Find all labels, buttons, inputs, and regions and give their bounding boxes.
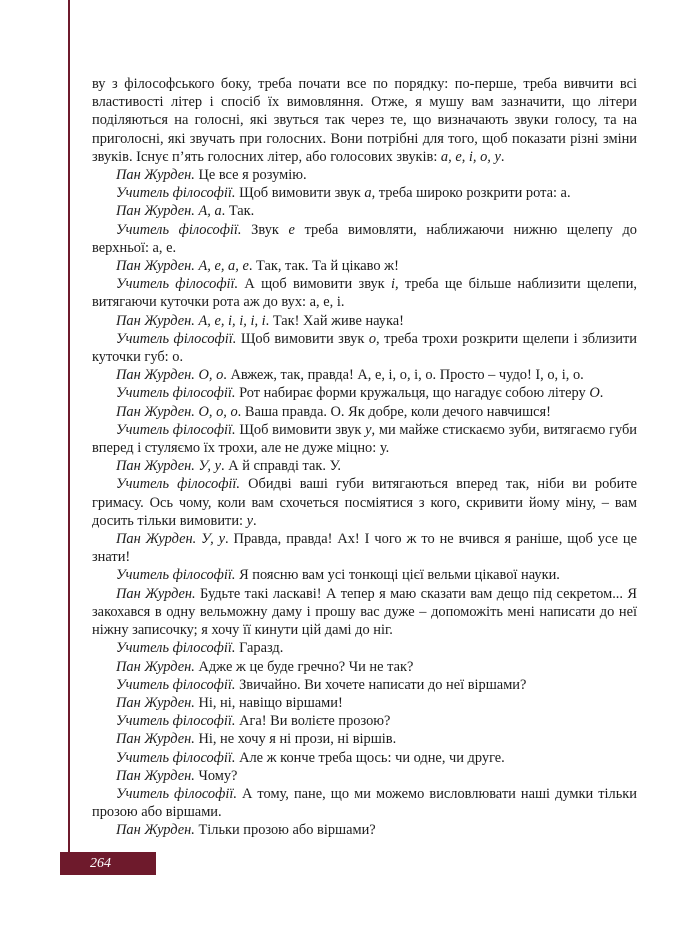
speaker-name: Учитель філософії. (116, 567, 236, 584)
paragraph-text: Ні, не хочу я ні прози, ні віршів. (194, 731, 397, 748)
paragraph-text: Щоб вимовити звук (235, 185, 365, 202)
paragraph-text: Будьте такі ласкаві! А тепер я маю сказати вам дещо під секретом... Я закохався в одну вельможну даму і прошу вас дуже – допоможіть мені написати до неї ніжну записочку; я хочу її кинути цій дамі до ніг. (92, 585, 637, 639)
page-text (92, 75, 637, 840)
paragraph-tail: . Так! Хай живе наука! (265, 312, 404, 329)
dialogue-paragraph (92, 658, 637, 676)
margin-rule (68, 0, 70, 852)
paragraph-tail: , ми майже стискаємо зуби, витягаємо губи вперед і стуляємо їх трохи, але не дуже міцно: у. (92, 421, 637, 457)
dialogue-paragraph (92, 312, 637, 330)
dialogue-paragraph (92, 749, 637, 767)
speaker-name: Учитель філософії. (116, 640, 236, 657)
speaker-name: Учитель філософії. (116, 221, 242, 238)
italic-sound: У, у (201, 531, 226, 548)
paragraph-tail: , треба трохи розкрити щелепи і зблизити куточки губ: о. (92, 330, 637, 366)
dialogue-paragraph (92, 585, 637, 640)
dialogue-paragraph (92, 566, 637, 584)
speaker-name: Пан Журден. (116, 403, 195, 420)
paragraph-text: Я поясню вам усі тонкощі цієї вельми цікавої науки. (235, 567, 560, 584)
page-number: 264 (60, 852, 156, 875)
speaker-name: Пан Журден. (116, 585, 196, 602)
paragraph-text: Рот набирає форми кружальця, що нагадує собою літеру (235, 385, 590, 402)
paragraph-tail: . Правда, правда! Ах! І чого ж то не вчився я раніше, щоб усе це знати! (92, 531, 637, 566)
dialogue-paragraph (92, 366, 637, 384)
dialogue-paragraph (92, 275, 637, 311)
speaker-name: Учитель філософії. (116, 749, 236, 766)
speaker-name: Пан Журден. (116, 258, 195, 275)
paragraph-text: Чому? (194, 767, 238, 784)
dialogue-paragraph (92, 694, 637, 712)
italic-sound: А, е, і, і, і, і (198, 312, 266, 329)
italic-sound: У, у (198, 458, 222, 475)
speaker-name: Учитель філософії. (116, 385, 236, 402)
dialogue-paragraph (92, 821, 637, 839)
paragraph-tail: . Так. (221, 203, 255, 220)
dialogue-paragraph (92, 730, 637, 748)
paragraph-text: Ні, ні, навіщо віршами! (194, 694, 343, 711)
paragraph-text: Ага! Ви волієте прозою? (235, 713, 391, 730)
dialogue-paragraph (92, 421, 637, 457)
speaker-name: Учитель філософії. (116, 785, 237, 802)
dialogue-paragraph (92, 676, 637, 694)
paragraph-tail: , треба широко розкрити рота: а. (371, 185, 571, 202)
paragraph-tail: . (500, 148, 505, 165)
paragraph-text: ву з філософського боку, треба почати все по порядку: по-перше, треба вивчити всі властивості літер і спосіб їх вимовляння. Отже, я мушу вам зазначити, що літери поділяються на голосні, які звуться так через те, що визначають звуки голосу, та на приголосні, які звучать при голосних. Вони потрібні для того, щоб показати різні зміни звуків. Існує п’ять голосних літер, або голосових звуків: (92, 76, 637, 165)
dialogue-paragraph (92, 712, 637, 730)
italic-sound: е (288, 221, 295, 238)
dialogue-paragraph (92, 785, 637, 821)
dialogue-paragraph (92, 384, 637, 402)
paragraph-text: Але ж конче треба щось: чи одне, чи друге. (235, 749, 505, 766)
italic-sound: а (364, 185, 372, 202)
dialogue-paragraph (92, 330, 637, 366)
italic-sound: О, о, о (198, 403, 238, 420)
paragraph-text: А тому, пане, що ми можемо висловлювати наші думки тільки прозою або віршами. (92, 785, 637, 821)
paragraph-tail: . А й справді так. У. (221, 458, 342, 475)
dialogue-paragraph (92, 75, 637, 166)
dialogue-paragraph (92, 166, 637, 184)
speaker-name: Пан Журден. (116, 731, 195, 748)
speaker-name: Пан Журден. (116, 312, 195, 329)
paragraph-text: А щоб вимовити звук (238, 276, 391, 293)
paragraph-tail: . Так, так. Та й цікаво ж! (248, 258, 399, 275)
paragraph-text: Адже ж це буде гречно? Чи не так? (194, 658, 414, 675)
paragraph-tail: . Ваша правда. О. Як добре, коли дечого навчишся! (237, 403, 551, 420)
speaker-name: Пан Журден. (116, 658, 195, 675)
speaker-name: Учитель філософії. (116, 476, 241, 493)
dialogue-paragraph (92, 221, 637, 257)
speaker-name: Учитель філософії. (116, 330, 237, 347)
speaker-name: Пан Журден. (116, 767, 195, 784)
italic-sound: і (390, 276, 395, 293)
paragraph-tail: , треба ще більше наблизити щелепи, витягаючи куточки рота аж до вух: а, е, і. (92, 276, 637, 311)
paragraph-text: Гаразд. (235, 640, 284, 657)
dialogue-paragraph (92, 257, 637, 275)
italic-sound: о (368, 330, 377, 347)
speaker-name: Пан Журден. (116, 203, 195, 220)
speaker-name: Пан Журден. (116, 822, 195, 839)
italic-sound: у (246, 512, 254, 529)
paragraph-tail: . Авжеж, так, правда! А, е, і, о, і, о. Просто – чудо! І, о, і, о. (223, 367, 584, 384)
speaker-name: Учитель філософії. (116, 676, 236, 693)
speaker-name: Учитель філософії. (116, 421, 236, 438)
paragraph-text: Обидві ваші губи витягаються вперед так, ніби ви робите гримасу. Ось чому, коли вам схочеться посміятися з кого, скривити йому міну, – вам досить тільки вимовити: (92, 476, 637, 529)
paragraph-tail: . (253, 512, 257, 529)
dialogue-paragraph (92, 202, 637, 220)
italic-sound: О, о (198, 367, 224, 384)
speaker-name: Учитель філософії. (116, 276, 239, 293)
paragraph-text: Тільки прозою або віршами? (194, 822, 376, 839)
paragraph-tail: треба вимовляти, наближаючи нижню щелепу до верхньої: а, е. (92, 221, 637, 256)
paragraph-text: Це все я розумію. (194, 167, 307, 184)
speaker-name: Пан Журден. (116, 167, 195, 184)
paragraph-text: Звук (241, 221, 289, 238)
italic-sound: А, е, а, е (198, 258, 249, 275)
italic-sound: а, е, і, о, у (440, 148, 501, 165)
dialogue-paragraph (92, 639, 637, 657)
paragraph-tail: . (599, 385, 604, 402)
speaker-name: Пан Журден. (116, 367, 195, 384)
dialogue-paragraph (92, 475, 637, 530)
speaker-name: Пан Журден. (116, 531, 197, 548)
dialogue-paragraph (92, 530, 637, 566)
speaker-name: Учитель філософії. (116, 185, 236, 202)
speaker-name: Пан Журден. (116, 694, 195, 711)
italic-sound: у (365, 421, 372, 438)
italic-sound: А, а (198, 203, 222, 220)
dialogue-paragraph (92, 403, 637, 421)
italic-sound: О (589, 385, 600, 402)
paragraph-text: Щоб вимовити звук (235, 421, 366, 438)
speaker-name: Пан Журден. (116, 458, 195, 475)
dialogue-paragraph (92, 767, 637, 785)
speaker-name: Учитель філософії. (116, 713, 236, 730)
paragraph-text: Щоб вимовити звук (236, 330, 369, 347)
dialogue-paragraph (92, 184, 637, 202)
dialogue-paragraph (92, 457, 637, 475)
paragraph-text: Звичайно. Ви хочете написати до неї віршами? (235, 676, 527, 693)
